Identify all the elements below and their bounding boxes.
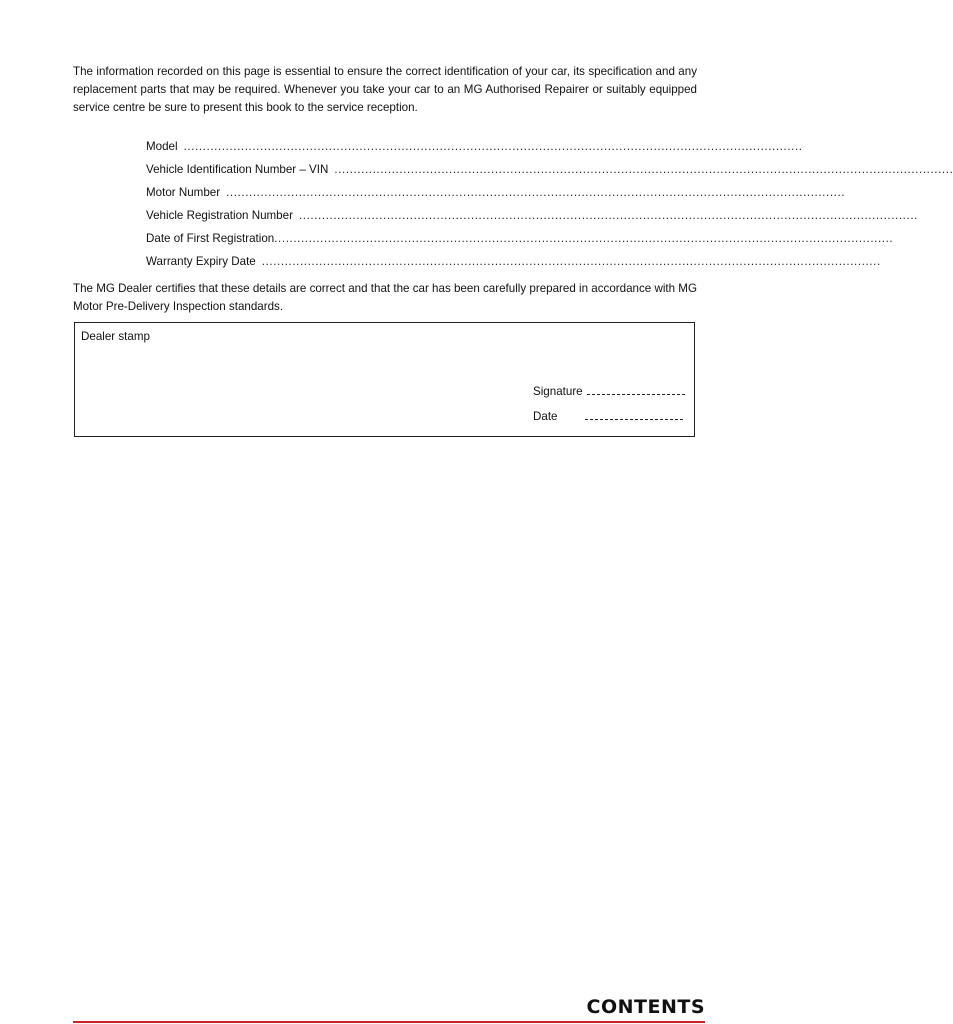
field-row-model[interactable] (146, 130, 803, 153)
field-row-first-registration-date[interactable] (146, 222, 894, 245)
fill-in-line[interactable]: .................................................................................................................................................................. (261, 255, 881, 268)
fill-in-line[interactable]: .................................................................................................................................................................. (226, 186, 846, 199)
field-row-warranty-expiry-date[interactable] (146, 245, 881, 268)
field-label-first-registration-date: Date of First Registration (146, 232, 275, 245)
field-label-registration-number: Vehicle Registration Number (146, 209, 293, 222)
date-line[interactable] (585, 409, 683, 420)
dealer-stamp-box[interactable] (74, 322, 695, 437)
vehicle-details-fields (146, 130, 953, 268)
signature-row[interactable] (533, 384, 685, 398)
field-label-vin: Vehicle Identification Number – VIN (146, 163, 329, 176)
certification-paragraph: The MG Dealer certifies that these details are correct and that the car has been carefully prepared in accordance with MG Motor Pre-Delivery Inspection standards. (73, 282, 697, 313)
fill-in-line[interactable]: .................................................................................................................................................................. (183, 140, 803, 153)
field-label-model: Model (146, 140, 178, 153)
field-label-warranty-expiry-date: Warranty Expiry Date (146, 255, 256, 268)
footer-accent-rule (73, 1021, 705, 1023)
field-row-registration-number[interactable] (146, 199, 918, 222)
contents-link[interactable]: CONTENTS (586, 996, 705, 1018)
date-label: Date (533, 410, 558, 423)
fill-in-line[interactable]: .................................................................................................................................................................. (298, 209, 918, 222)
signature-label: Signature (533, 385, 583, 398)
signature-line[interactable] (587, 384, 685, 395)
date-row[interactable] (533, 409, 683, 423)
fill-in-line[interactable]: .................................................................................................................................................................. (274, 232, 894, 245)
intro-paragraph: The information recorded on this page is essential to ensure the correct identification of your car, its specification and any replacement parts that may be required. Whenever you take your car to an MG Authorised Repairer or suitably equipped service centre be sure to present this book to the service reception. (73, 65, 697, 114)
dealer-stamp-label: Dealer stamp (81, 330, 150, 343)
field-row-vin[interactable] (146, 153, 953, 176)
field-label-motor-number: Motor Number (146, 186, 221, 199)
field-row-motor-number[interactable] (146, 176, 846, 199)
fill-in-line[interactable]: .................................................................................................................................................................. (334, 163, 953, 176)
